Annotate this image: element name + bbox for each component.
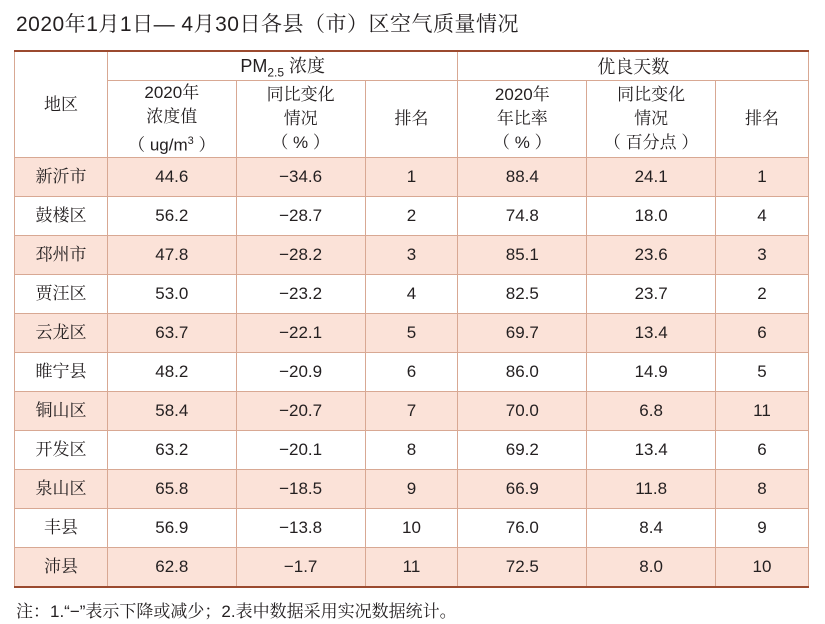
column-header-days-rank: 排名 — [716, 80, 809, 158]
column-group-good-days: 优良天数 — [458, 51, 809, 80]
cell-pm25-change: −1.7 — [236, 548, 365, 588]
cell-pm25-change: −23.2 — [236, 275, 365, 314]
table-row — [15, 470, 809, 509]
cell-days-rate: 85.1 — [458, 236, 587, 275]
cell-pm25-change: −28.2 — [236, 236, 365, 275]
cell-days-change: 14.9 — [587, 353, 716, 392]
pm25-value-line3: （ $ug/m^3$ ） — [128, 134, 216, 155]
cell-pm25-value: 63.7 — [107, 314, 236, 353]
cell-days-rate: 76.0 — [458, 509, 587, 548]
cell-region: 邳州市 — [15, 236, 108, 275]
cell-pm25-rank: 8 — [365, 431, 458, 470]
table-column-header-row — [15, 80, 809, 158]
pm25-change-line1: 同比变化 — [266, 84, 335, 104]
cell-pm25-rank: 4 — [365, 275, 458, 314]
cell-days-change: 18.0 — [587, 197, 716, 236]
cell-pm25-change: −20.7 — [236, 392, 365, 431]
cell-days-rate: 69.2 — [458, 431, 587, 470]
cell-pm25-change: −20.1 — [236, 431, 365, 470]
cell-pm25-rank: 3 — [365, 236, 458, 275]
column-group-pm25 — [107, 51, 458, 80]
cell-region: 鼓楼区 — [15, 197, 108, 236]
days-change-line1: 同比变化 — [617, 84, 686, 104]
column-header-pm25-value — [107, 80, 236, 158]
cell-days-rank: 3 — [716, 236, 809, 275]
pm25-value-line2: 浓度值 — [146, 106, 198, 126]
days-rate-line3: （ % ） — [493, 132, 552, 152]
cell-pm25-rank: 6 — [365, 353, 458, 392]
cell-days-change: 6.8 — [587, 392, 716, 431]
cell-days-rate: 70.0 — [458, 392, 587, 431]
cell-days-change: 23.7 — [587, 275, 716, 314]
cell-pm25-change: −18.5 — [236, 470, 365, 509]
cell-days-rank: 5 — [716, 353, 809, 392]
cell-days-rank: 2 — [716, 275, 809, 314]
cell-days-rate: 82.5 — [458, 275, 587, 314]
cell-days-change: 13.4 — [587, 314, 716, 353]
cell-days-rate: 86.0 — [458, 353, 587, 392]
cell-region: 丰县 — [15, 509, 108, 548]
pm25-group-label: $PM_{2.5}$ 浓度 — [240, 56, 326, 80]
cell-days-rate: 69.7 — [458, 314, 587, 353]
cell-pm25-change: −34.6 — [236, 158, 365, 197]
pm25-subscript: 2.5 — [267, 65, 284, 80]
cell-region: 开发区 — [15, 431, 108, 470]
cell-days-rank: 8 — [716, 470, 809, 509]
table-row — [15, 275, 809, 314]
cell-days-change: 11.8 — [587, 470, 716, 509]
cell-days-rank: 11 — [716, 392, 809, 431]
cell-pm25-value: 62.8 — [107, 548, 236, 588]
cell-pm25-rank: 10 — [365, 509, 458, 548]
cell-pm25-value: 65.8 — [107, 470, 236, 509]
table-row — [15, 548, 809, 588]
table-row — [15, 431, 809, 470]
cell-days-change: 24.1 — [587, 158, 716, 197]
pm25-change-line2: 情况 — [283, 108, 318, 128]
cell-pm25-change: −13.8 — [236, 509, 365, 548]
cell-pm25-rank: 9 — [365, 470, 458, 509]
column-header-pm25-rank: 排名 — [365, 80, 458, 158]
cell-days-rank: 10 — [716, 548, 809, 588]
cell-days-change: 8.4 — [587, 509, 716, 548]
cell-pm25-change: −28.7 — [236, 197, 365, 236]
column-header-region: 地区 — [15, 51, 108, 158]
cell-pm25-value: 63.2 — [107, 431, 236, 470]
table-row — [15, 353, 809, 392]
cell-days-change: 23.6 — [587, 236, 716, 275]
cell-pm25-rank: 1 — [365, 158, 458, 197]
cell-pm25-change: −22.1 — [236, 314, 365, 353]
cell-pm25-value: 58.4 — [107, 392, 236, 431]
cell-days-rank: 9 — [716, 509, 809, 548]
cell-region: 新沂市 — [15, 158, 108, 197]
cell-pm25-rank: 5 — [365, 314, 458, 353]
air-quality-table — [14, 50, 809, 588]
table-body — [15, 158, 809, 588]
cell-days-rate: 74.8 — [458, 197, 587, 236]
days-change-line3: （ 百分点 ） — [603, 132, 699, 152]
cell-days-rank: 1 — [716, 158, 809, 197]
cell-pm25-value: 44.6 — [107, 158, 236, 197]
pm25-change-line3: （ % ） — [271, 132, 330, 152]
table-row — [15, 392, 809, 431]
cell-days-rate: 72.5 — [458, 548, 587, 588]
cell-pm25-value: 47.8 — [107, 236, 236, 275]
cell-days-change: 8.0 — [587, 548, 716, 588]
column-header-days-change — [587, 80, 716, 158]
cell-region: 贾汪区 — [15, 275, 108, 314]
column-header-days-rate — [458, 80, 587, 158]
days-rate-line2: 年比率 — [496, 108, 548, 128]
days-rate-line1: 2020年 — [494, 84, 550, 104]
cell-pm25-rank: 2 — [365, 197, 458, 236]
cell-pm25-value: 56.9 — [107, 509, 236, 548]
cell-days-rank: 6 — [716, 314, 809, 353]
cell-pm25-change: −20.9 — [236, 353, 365, 392]
column-header-pm25-change — [236, 80, 365, 158]
cell-pm25-value: 48.2 — [107, 353, 236, 392]
cell-days-rank: 4 — [716, 197, 809, 236]
table-row — [15, 314, 809, 353]
cell-pm25-value: 56.2 — [107, 197, 236, 236]
cell-region: 睢宁县 — [15, 353, 108, 392]
cell-pm25-rank: 7 — [365, 392, 458, 431]
table-row — [15, 197, 809, 236]
cell-pm25-rank: 11 — [365, 548, 458, 588]
page-title: 2020年1月1日— 4月30日各县（市）区空气质量情况 — [16, 13, 519, 36]
table-note: 注：1.“−”表示下降或减少；2.表中数据采用实况数据统计。 — [16, 602, 457, 622]
table-group-header-row — [15, 51, 809, 80]
cell-region: 泉山区 — [15, 470, 108, 509]
cell-days-rate: 66.9 — [458, 470, 587, 509]
table-row — [15, 509, 809, 548]
cell-region: 铜山区 — [15, 392, 108, 431]
cell-days-rate: 88.4 — [458, 158, 587, 197]
table-row — [15, 158, 809, 197]
cell-region: 云龙区 — [15, 314, 108, 353]
table-row — [15, 236, 809, 275]
cell-days-rank: 6 — [716, 431, 809, 470]
days-change-line2: 情况 — [634, 108, 669, 128]
unit-superscript: 3 — [187, 134, 194, 147]
cell-pm25-value: 53.0 — [107, 275, 236, 314]
cell-days-change: 13.4 — [587, 431, 716, 470]
cell-region: 沛县 — [15, 548, 108, 588]
table-head — [15, 51, 809, 158]
pm25-value-line1: 2020年 — [144, 82, 200, 102]
